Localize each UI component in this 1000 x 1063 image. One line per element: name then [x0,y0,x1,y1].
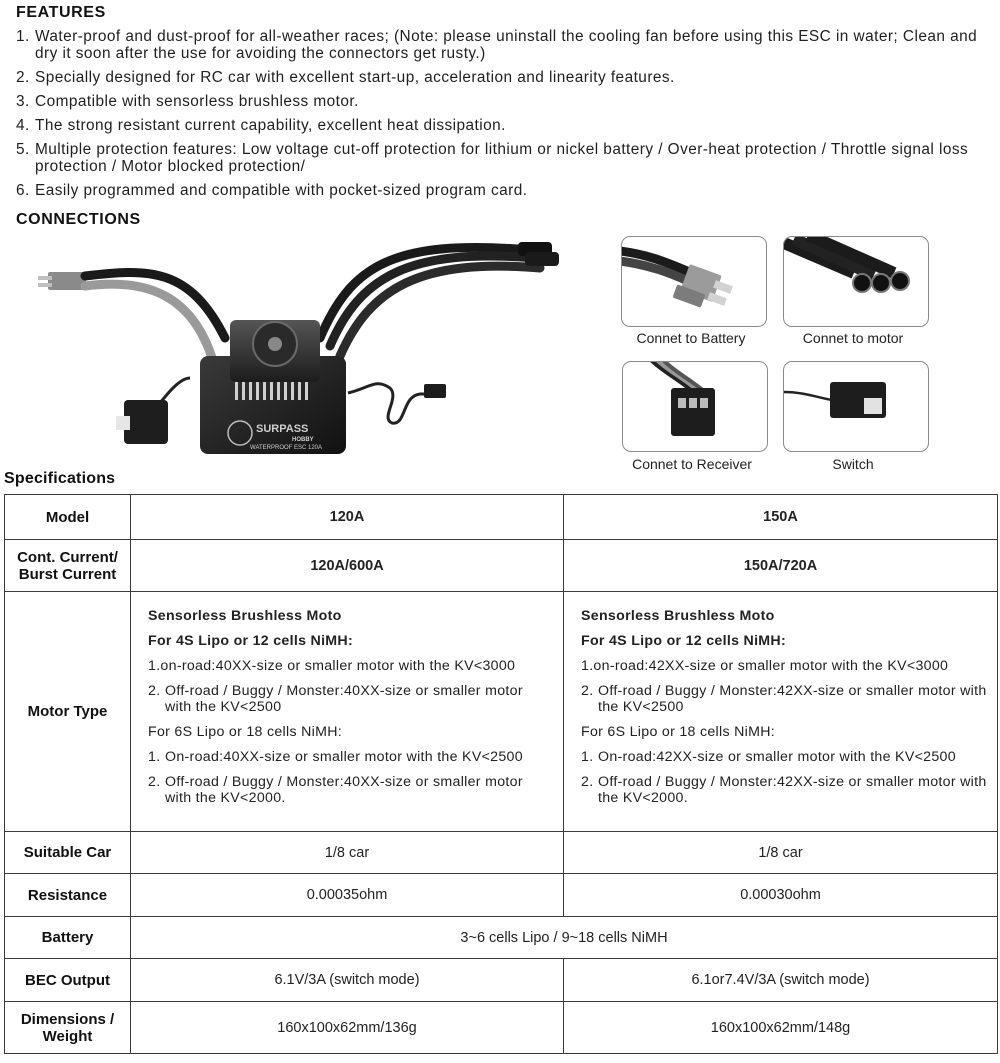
feature-number: 4. [16,117,30,134]
switch-card [783,361,929,452]
dimensions-label-line: Dimensions / [20,1010,115,1028]
motor-type-num: 2. [581,774,594,790]
motor-type-line: On-road:42XX-size or smaller motor with the KV<2500 [598,749,956,765]
table-row [5,874,998,917]
resistance-120a: 0.00035ohm [131,874,564,917]
motor-connector-card [783,236,929,327]
feature-number: 2. [16,69,30,86]
feature-text: Multiple protection features: Low voltage cut-off protection for lithium or nickel battery / Over-heat protection / Throttle signal loss protection / Motor blocked protection/ [35,141,969,175]
current-label-line: Burst Current [18,565,117,583]
table-row [5,917,998,959]
feature-number: 6. [16,182,30,199]
motor-type-title: Sensorless Brushless Moto [148,608,342,624]
feature-number: 1. [16,28,30,45]
feature-text: The strong resistant current capability, excellent heat dissipation. [35,117,506,134]
battery-connector-card [621,236,767,327]
feature-number: 5. [16,141,30,158]
feature-item [16,117,991,134]
motor-type-item [581,683,987,715]
esc-product-image [30,228,590,460]
table-row [5,592,998,832]
feature-number: 3. [16,93,30,110]
table-row [5,495,998,540]
suitable-car-120a: 1/8 car [131,832,564,874]
bec-output-150a: 6.1or7.4V/3A (switch mode) [564,959,998,1002]
battery-connector-icon [622,237,767,327]
suitable-car-150a: 1/8 car [564,832,998,874]
motor-type-item [148,774,553,806]
motor-type-item [581,749,987,765]
feature-item [16,69,991,86]
motor-type-line: Off-road / Buggy / Monster:42XX-size or smaller motor with the KV<2000. [598,774,987,806]
battery-label: Battery [5,917,131,959]
specifications-table [4,494,998,1054]
motor-connector-icon [784,237,929,327]
motor-type-item [148,683,553,715]
motor-type-num: 2. [581,683,594,699]
motor-type-item [581,774,987,806]
motor-type-line: 1.on-road:40XX-size or smaller motor with the KV<3000 [148,658,516,674]
dimensions-150a: 160x100x62mm/148g [564,1002,998,1054]
motor-type-line: Off-road / Buggy / Monster:40XX-size or smaller motor with the KV<2500 [165,683,523,715]
esc-brand: SURPASS [256,423,309,435]
motor-type-item [148,749,553,765]
motor-type-title: Sensorless Brushless Moto [581,608,775,624]
motor-type-subheading: For 6S Lipo or 18 cells NiMH: [581,724,775,740]
motor-connector-label: Connet to motor [802,330,904,346]
switch-box-icon [116,400,168,444]
table-row [5,959,998,1002]
motor-type-subheading: For 4S Lipo or 12 cells NiMH: [148,633,353,649]
motor-type-num: 2. [148,683,161,699]
feature-text: Specially designed for RC car with excellent start-up, acceleration and linearity features. [35,69,675,86]
current-120a: 120A/600A [131,540,564,592]
suitable-car-label: Suitable Car [5,832,131,874]
dimensions-label [5,1002,131,1054]
table-row [5,1002,998,1054]
motor-type-label: Motor Type [5,592,131,832]
motor-type-line: 1.on-road:42XX-size or smaller motor with the KV<3000 [581,658,949,674]
bec-output-120a: 6.1V/3A (switch mode) [131,959,564,1002]
battery-connector-label: Connet to Battery [636,330,746,346]
motor-type-line: Off-road / Buggy / Monster:42XX-size or smaller motor with the KV<2500 [598,683,987,715]
esc-brand-sub: HOBBY [292,437,314,443]
motor-type-line: Off-road / Buggy / Monster:40XX-size or smaller motor with the KV<2000. [165,774,523,806]
features-list [16,28,991,206]
model-120a: 120A [131,495,564,540]
feature-text: Water-proof and dust-proof for all-weather races; (Note: please uninstall the cooling fan before using this ESC in water; Clean and dry it soon after the use for avoiding the connectors get rusty.) [35,28,978,62]
motor-type-subheading: For 4S Lipo or 12 cells NiMH: [581,633,786,649]
motor-type-num: 1. [148,749,161,765]
receiver-connector-card [622,361,768,452]
battery-value: 3~6 cells Lipo / 9~18 cells NiMH [131,917,998,959]
bec-output-label: BEC Output [5,959,131,1002]
dimensions-label-line: Weight [42,1027,93,1045]
dimensions-120a: 160x100x62mm/136g [131,1002,564,1054]
current-150a: 150A/720A [564,540,998,592]
switch-label: Switch [832,456,874,472]
table-row [5,540,998,592]
resistance-label: Resistance [5,874,131,917]
resistance-150a: 0.00030ohm [564,874,998,917]
model-label: Model [5,495,131,540]
motor-type-subheading: For 6S Lipo or 18 cells NiMH: [148,724,342,740]
battery-plug-icon [38,272,86,290]
feature-item [16,28,991,62]
feature-text: Easily programmed and compatible with pocket-sized program card. [35,182,528,199]
connections-heading: CONNECTIONS [16,211,141,228]
motor-type-150a [564,592,998,832]
specifications-heading: Specifications [4,470,116,487]
model-150a: 150A [564,495,998,540]
features-heading: FEATURES [16,4,106,21]
motor-type-num: 1. [581,749,594,765]
motor-type-num: 2. [148,774,161,790]
receiver-connector-icon [623,362,768,452]
feature-item [16,93,991,110]
motor-type-line: On-road:40XX-size or smaller motor with the KV<2500 [165,749,523,765]
cooling-fan-icon [230,320,320,382]
switch-icon [784,362,929,452]
receiver-connector-label: Connet to Receiver [632,456,752,472]
feature-item [16,141,991,175]
esc-model-text: WATERPROOF ESC 120A [250,445,323,451]
current-label-line: Cont. Current/ [17,548,118,566]
feature-text: Compatible with sensorless brushless motor. [35,93,359,110]
table-row [5,832,998,874]
current-label [5,540,131,592]
motor-type-120a [131,592,564,832]
feature-item [16,182,991,199]
